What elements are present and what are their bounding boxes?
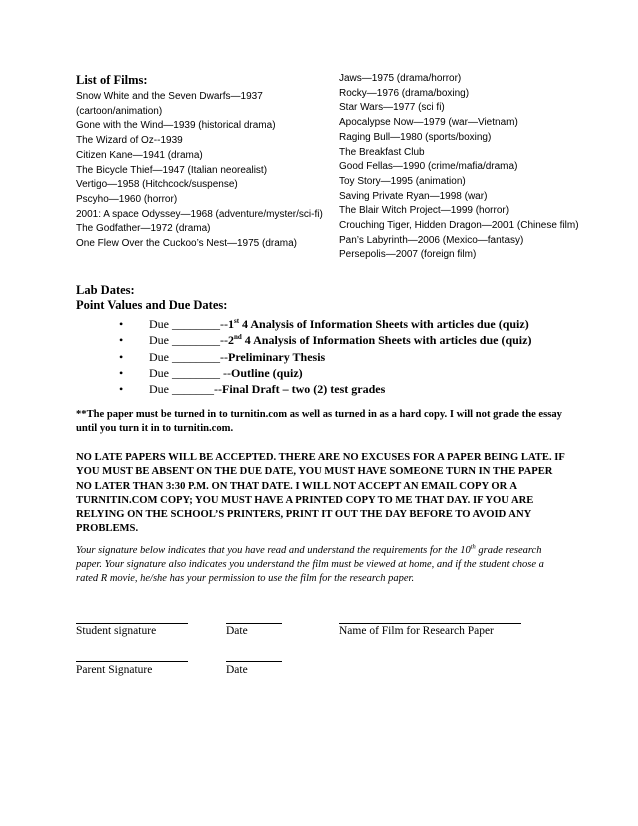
parent-signature-label: Parent Signature [76,664,153,676]
bullet-icon: • [119,349,124,364]
film-item: Toy Story—1995 (animation) [339,175,466,187]
film-list-title: List of Films: [76,73,148,87]
film-list-left-column [76,72,331,252]
film-item: Apocalypse Now—1979 (war—Vietnam) [339,117,518,129]
film-item: Jaws—1975 (drama/horror) [339,73,462,84]
late-paper-notice: NO LATE PAPERS WILL BE ACCEPTED. THERE ARE NO EXCUSES FOR A PAPER BEING LATE. IF YOU MUST BE ABSENT ON THE DUE DATE, YOU MUST HAVE SOMEONE TURN IN THE PAPER NO LATER THAN 3:30 P.M. ON THAT DATE. I WILL NOT ACCEPT AN EMAIL COPY OR A TURNITIN.COM COPY; YOU MUST HAVE A PRINTED COPY TO ME THAT DAY. IF YOU ARE RELYING ON THE SCHOOL’S PRINTERS, PRINT IT OUT THE DAY BEFORE TO AVOID ANY PROBLEMS. [76,452,565,535]
due-date-item [119,349,589,365]
due-date-item [119,365,589,381]
film-name-label: Name of Film for Research Paper [339,625,494,637]
film-item: The Bicycle Thief—1947 (Italian neorealist) [76,164,268,176]
due-date-blank: Due _______-- [149,382,222,397]
lab-dates-title: Lab Dates: [76,283,135,297]
assignment-name: Outline (quiz) [230,365,303,380]
bullet-icon: • [119,333,124,348]
film-item: Snow White and the Seven Dwarfs—1937 (cartoon/animation) [76,91,263,117]
ordinal-suffix: nd [233,333,242,342]
due-date-blank: Due ________-- [149,317,228,331]
parent-date-line[interactable] [226,661,282,662]
assignment-name: 4 Analysis of Information Sheets with articles due (quiz) [241,333,532,348]
film-item: Raging Bull—1980 (sports/boxing) [339,131,492,143]
assignment-number: 2 [227,333,234,348]
film-item: Crouching Tiger, Hidden Dragon—2001 (Chinese film) [339,220,579,232]
film-item: Star Wars—1977 (sci fi) [339,102,445,114]
due-date-item [119,381,589,397]
film-item: Pan’s Labyrinth—2006 (Mexico—fantasy) [339,234,524,246]
film-item: Good Fellas—1990 (crime/mafia/drama) [339,161,518,173]
bullet-icon: • [119,365,124,380]
ordinal-suffix: st [233,317,240,325]
assignment-note: – two (2) test grades [279,382,386,397]
film-item: The Godfather—1972 (drama) [76,223,211,235]
due-date-item [119,332,589,348]
film-list [76,72,596,278]
film-item: The Blair Witch Project—1999 (horror) [339,205,510,217]
due-date-item [119,316,589,332]
film-item: Vertigo—1958 (Hitchcock/suspense) [76,179,238,191]
film-list-right-column [339,72,601,263]
lab-dates-heading [76,283,576,313]
due-date-blank: Due ________ -- [149,365,231,380]
film-item: One Flew Over the Cuckoo’s Nest—1975 (drama) [76,238,298,250]
film-item: The Breakfast Club [339,146,425,158]
due-date-blank: Due ________-- [149,333,228,348]
due-date-blank: Due ________-- [149,349,228,364]
assignment-name: Final Draft [221,382,280,397]
film-item: Gone with the Wind—1939 (historical drama) [76,120,276,132]
student-date-label: Date [226,625,248,637]
lab-dates-subtitle: Point Values and Due Dates: [76,298,228,312]
ordinal-suffix: th [470,543,476,551]
student-signature-label: Student signature [76,625,157,637]
assignment-name: 4 Analysis of Information Sheets with articles due (quiz) [239,317,529,331]
bullet-icon: • [119,317,124,331]
film-item: 2001: A space Odyssey—1968 (adventure/myster/sci-fi) [76,208,323,220]
film-item: The Wizard of Oz--1939 [76,135,183,147]
assignment-number: 1 [227,317,234,331]
signature-statement-text: grade research paper. Your signature also indicates you understand the film must be viewed at home, and if the student chose a rated R movie, he/she has your permission to use the film for the research paper. [76,545,544,585]
parent-signature-line[interactable] [76,661,188,662]
film-item: Saving Private Ryan—1998 (war) [339,190,488,202]
turnitin-notice: **The paper must be turned in to turnitin.com as well as turned in as a hard copy. I will not grade the essay until you turn it in to turnitin.com. [76,409,562,435]
film-item: Pscyho—1960 (horror) [76,193,178,205]
parent-date-label: Date [226,664,248,676]
film-item: Citizen Kane—1941 (drama) [76,149,203,161]
bullet-icon: • [119,382,124,397]
film-item: Rocky—1976 (drama/boxing) [339,87,470,99]
due-date-list [119,316,589,397]
signature-statement [76,544,568,587]
signature-statement-text: Your signature below indicates that you have read and understand the requirements for the 10 [76,545,471,556]
assignment-name: Preliminary Thesis [227,349,326,364]
film-item: Persepolis—2007 (foreign film) [339,249,477,261]
